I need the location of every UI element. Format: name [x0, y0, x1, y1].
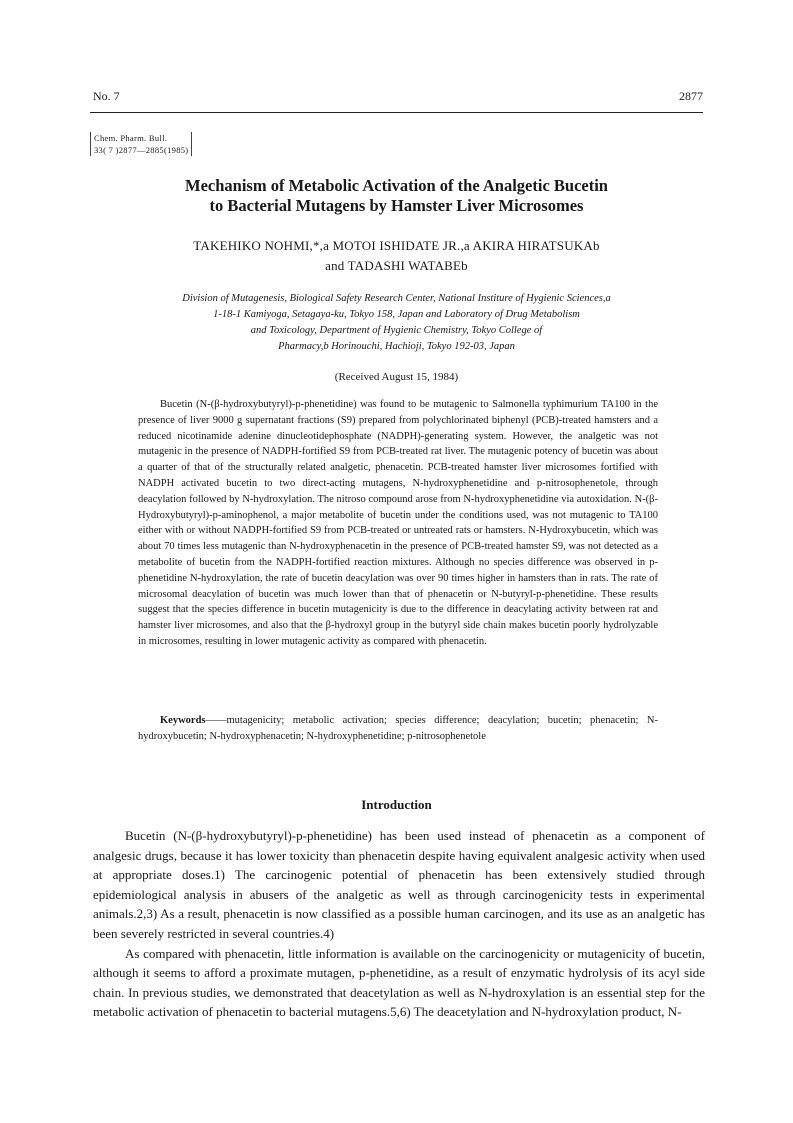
keywords — [138, 713, 658, 745]
header-rule — [90, 112, 703, 113]
title-line-1: Mechanism of Metabolic Activation of the Analgetic Bucetin — [185, 176, 608, 195]
intro-paragraph: As compared with phenacetin, little information is available on the carcinogenicity or mutagenicity of bucetin, although it seems to afford a proximate mutagen, p-phenetidine, as a result of enzymatic hydrolysis of its acyl side chain. In previous studies, we demonstrated that deacetylation as well as N-hydroxylation is an essential step for the metabolic activation of phenacetin to bacterial mutagens.5,6) The deacetylation and N-hydroxylation product, N- — [93, 945, 705, 1020]
keywords-list: ——mutagenicity; metabolic activation; species difference; deacylation; bucetin; phenacetin; N-hydroxybucetin; N-hydroxyphenacetin; N-hydroxyphenetidine; p-nitrosophenetole — [138, 715, 658, 742]
article-title — [90, 176, 703, 216]
page-number: 2877 — [679, 89, 703, 103]
citation-journal: Chem. Pharm. Bull. — [94, 133, 168, 143]
affiliation-line: 1-18-1 Kamiyoga, Setagaya-ku, Tokyo 158, Japan and Laboratory of Drug Metabolism — [213, 309, 580, 320]
keywords-label: Keywords — [160, 715, 206, 726]
journal-citation — [90, 132, 192, 156]
intro-paragraph: Bucetin (N-(β-hydroxybutyryl)-p-phenetidine) has been used instead of phenacetin as a component of analgesic drugs, because it has lower toxicity than phenacetin despite having equivalent analgesic activity when used at appropriate doses.1) The carcinogenic potential of phenacetin has been extensively studied through epidemiological analysis in abusers of the analgetic as well as through carcinogenicity tests in experimental animals.2,3) As a result, phenacetin is now classified as a possible human carcinogen, and its use as an analgetic has been severely restricted in several countries.4) — [93, 828, 705, 941]
affiliation-line: Pharmacy,b Horinouchi, Hachioji, Tokyo 192-03, Japan — [278, 341, 515, 352]
author-list — [90, 236, 703, 276]
title-line-2: to Bacterial Mutagens by Hamster Liver Microsomes — [209, 196, 584, 215]
affiliation-line: and Toxicology, Department of Hygienic Chemistry, Tokyo College of — [250, 325, 543, 336]
section-heading-introduction: Introduction — [361, 797, 432, 812]
received-date: (Received August 15, 1984) — [334, 371, 459, 383]
abstract: Bucetin (N-(β-hydroxybutyryl)-p-phenetidine) was found to be mutagenic to Salmonella typhimurium TA100 in the presence of liver 9000 g supernatant fractions (S9) prepared from polychlorinated biphenyl (PCB)-treated hamsters and a reduced nicotinamide adenine dinucleotidephosphate (NADPH)-generating system. However, the analgetic was not mutagenic in the presence of NADPH-fortified S9 from PCB-treated rat liver. The mutagenic potency of bucetin was about a quarter of that of the structurally related analgetic, phenacetin. PCB-treated hamster liver microsomes fortified with NADPH activated bucetin to two direct-acting mutagens, N-hydroxyphenetidine and p-nitrosophenetole, through deacylation followed by N-hydroxylation. The nitroso compound arose from N-hydroxyphenetidine via autoxidation. N-(β-Hydroxybutyryl)-p-aminophenol, a major metabolite of bucetin under the conditions used, was not mutagenic to TA100 either with or without NADPH-fortified S9 from PCB-treated or untreated rats or hamsters. N-Hydroxybucetin, which was about 70 times less mutagenic than N-hydroxyphenacetin in the presence of PCB-treated hamster S9, was not detected as a metabolite of bucetin from the NADPH-fortified reaction mixtures. Although no species difference was observed in p-phenetidine N-hydroxylation, the rate of bucetin deacylation was over 90 times higher in hamsters than in rats. The rate of microsomal deacylation of bucetin was much lower than that of phenacetin or N-butyryl-p-phenetidine. These results suggest that the species difference in bucetin mutagenicity is due to the difference in deacylating activity between rat and hamster liver microsomes, and also that the β-hydroxyl group in the butyryl side chain makes bucetin poorly hydrolyzable in microsomes, resulting in lower mutagenic activity as compared with phenacetin. — [138, 399, 658, 647]
authors-line-1: TAKEHIKO NOHMI,*,a MOTOI ISHIDATE JR.,a AKIRA HIRATSUKAb — [193, 238, 600, 253]
journal-issue: No. 7 — [93, 89, 120, 103]
citation-volume: 33( 7 )2877—2885(1985) — [94, 145, 189, 155]
introduction-body — [93, 826, 705, 1022]
affiliation-line: Division of Mutagenesis, Biological Safety Research Center, National Institure of Hygienic Sciences,a — [182, 293, 611, 304]
affiliations — [110, 291, 683, 355]
authors-line-2: and TADASHI WATABEb — [325, 258, 468, 273]
